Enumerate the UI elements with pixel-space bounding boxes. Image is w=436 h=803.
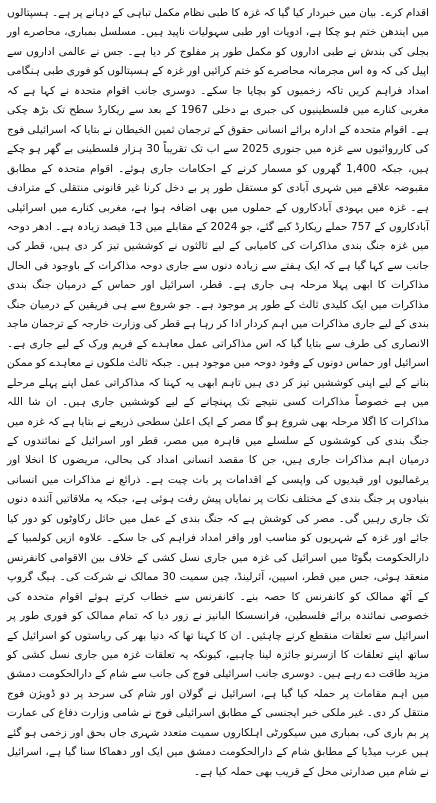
article-body: اقدام کرے۔ بیان میں خبردار کیا گیا کہ غزہ کا طبی نظام مکمل تباہی کے دہانے پر ہے۔ ہسپتالوں میں ایندھن ختم ہو چکا ہے، ادویات اور طبی سہولیات ناپید ہیں۔ مسلسل بمباری، محاصرے اور بجلی کی بندش نے طبی اداروں کو مکمل طور پر مفلوج کر دیا ہے۔ جس نے عالمی اداروں سے اپیل کی کہ وہ اس مجرمانہ محاصرے کو ختم کرائیں اور غزہ کے ہسپتالوں کو فوری طبی ہنگامی امداد فراہم کریں تاکہ زخمیوں کو بچایا جا سکے۔ دوسری جانب اقوام متحدہ نے کہا ہے کہ مغربی کنارے میں فلسطینیوں کی جبری بے دخلی 1967 کے بعد سے ریکارڈ سطح تک بڑھ چکی ہے۔ اقوام متحدہ کے ادارہ برائے انسانی حقوق کے ترجمان ثمین الخیطان نے بتایا کہ اسرائیلی فوج کی کارروائیوں سے غزہ میں جنوری 2025 سے اب تک تقریباً 30 ہزار فلسطینی بے گھر ہو چکے ہیں، جبکہ 1,400 گھروں کو مسمار کرنے کے احکامات جاری ہوئے۔ اقوام متحدہ کے مطابق مقبوضہ علاقے میں شہری آبادی کو مستقل طور پر بے دخل کرنا غیر قانونی منتقلی کے مترادف ہے۔ غزہ میں یہودی آبادکاروں کے حملوں میں بھی اضافہ ہوا ہے، مغربی کنارے میں اسرائیلی آبادکاروں کے 757 حملے ریکارڈ کیے گئے، جو 2024 کے مقابلے میں 13 فیصد زیادہ ہے۔ ادھر دوحہ میں غزہ جنگ بندی مذاکرات کی کامیابی کے لیے ثالثوں نے کوششیں تیز کر دی ہیں، قطر کی جانب سے کہا گیا ہے کہ ایک ہفتے سے زیادہ دنوں سے جاری دوحہ مذاکرات کے باوجود فی الحال مذاکرات کا ابھی پہلا مرحلہ ہی جاری ہے۔ قطر، اسرائیل اور حماس کے درمیان جنگ بندی مذاکرات میں ایک کلیدی ثالث کے طور پر موجود ہے۔ جو شروع سے ہی فریقین کے درمیان جنگ بندی کے لیے جاری مذاکرات میں اہم کردار ادا کر رہا ہے قطر کی وزارت خارجہ کے ترجمان ماجد الانصاری کی طرف سے بتایا گیا کہ اس مذاکراتی عمل معاہدے کے فریم ورک کے لیے جاری ہے۔ اسرائیل اور حماس دونوں کے وفود دوحہ میں موجود ہیں۔ جبکہ ثالث ملکوں نے معاہدے کو ممکن بنانے کے لیے اپنی کوششیں تیز کر دی ہیں تاہم ابھی یہ کہنا کہ مذاکراتی عمل اپنے پہلے مرحلے میں ہے خصوصاً مذاکرات کسی نتیجے تک پہنچانے کے لیے کوششیں جاری ہیں۔ ان شا اللہ مذاکرات کا اگلا مرحلہ بھی شروع ہو گا مصر کے ایک اعلیٰ سطحی ذریعے نے بتایا ہے کہ غزہ میں جنگ بندی کی کوششوں کے سلسلے میں قاہرہ میں مصر، قطر اور اسرائیل کے نمائندوں کے درمیان اہم مذاکرات جاری ہیں، جن کا مقصد انسانی امداد کی بحالی، مریضوں کا انخلا اور یرغمالیوں اور قیدیوں کی واپسی کے اقدامات پر بات چیت ہے۔ ذرائع نے مذاکرات میں انسانی بنیادوں پر جنگ بندی کے مختلف نکات پر نمایاں پیش رفت ہوئی ہے، جبکہ یہ ملاقاتیں آئندہ دنوں تک جاری رہیں گی۔ مصر کی کوشش ہے کہ جنگ بندی کے عمل میں حائل رکاوٹوں کو دور کیا جائے اور غزہ کے شہریوں کو مناسب اور وافر امداد فراہم کی جا سکے۔ علاوہ ازیں کولمبیا کے دارالحکومت بگوٹا میں اسرائیل کی غزہ میں جاری نسل کشی کے خلاف بین الاقوامی کانفرنس منعقد ہوئی، جس میں قطر، اسپین، آئرلینڈ، چین سمیت 30 ممالک نے شرکت کی۔ ہیگ گروپ کے آٹھ ممالک کو کانفرنس کا حصہ بنے۔ کانفرنس سے خطاب کرتے ہوئے اقوام متحدہ کی خصوصی نمائندہ برائے فلسطین، فرانسسکا البانیز نے زور دیا کہ تمام ممالک کو فوری طور پر اسرائیل سے تعلقات منقطع کرنے چاہئیں۔ ان کا کہنا تھا کہ دنیا بھر کی ریاستوں کو اسرائیل کے ساتھ اپنے تعلقات کا ازسرنو جائزہ لینا چاہیے، کیونکہ یہ تعلقات غزہ میں جاری نسل کشی کو مزید طاقت دے رہے ہیں۔ دوسری جانب اسرائیلی فوج کی جانب سے شام کے دارالحکومت دمشق میں اہم مقامات پر حملہ کیا گیا ہے، اسرائیل نے گولان اور شام کی سرحد پر دو ڈویژن فوج منتقل کر دی۔ غیر ملکی خبر ایجنسی کے مطابق اسرائیلی فوج نے شامی وزارت دفاع کی عمارت پر بم باری کی، بمباری میں سیکورٹی اہلکاروں سمیت متعدد شہری جاں بحق اور زخمی ہو گئے ہیں عرب میڈیا کے مطابق شام کے دارالحکومت دمشق میں ایک اور دھماکا سنا گیا ہے، اسرائیل نے شام میں صدارتی محل کے قریب بھی حملہ کیا ہے۔ xyxy=(7,7,430,778)
